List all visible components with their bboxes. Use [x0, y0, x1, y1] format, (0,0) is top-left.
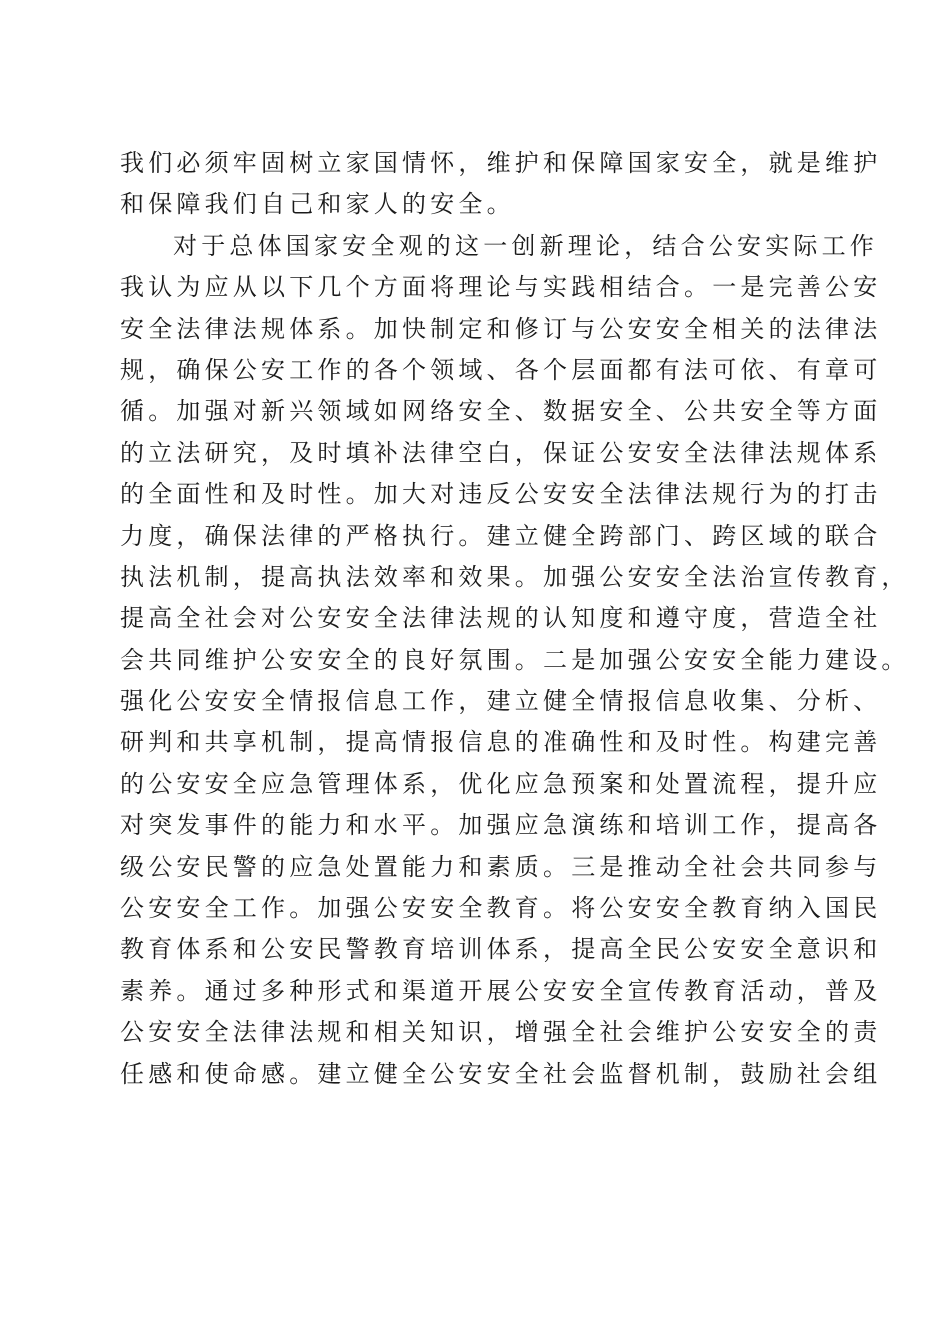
text-line: 循。加强对新兴领域如网络安全、数据安全、公共安全等方面	[120, 397, 882, 426]
text-line: 教育体系和公安民警教育培训体系，提高全民公安安全意识和	[120, 935, 882, 964]
text-line: 我们必须牢固树立家国情怀，维护和保障国家安全，就是维护	[120, 149, 882, 177]
text-line: 我认为应从以下几个方面将理论与实践相结合。一是完善公安	[120, 273, 882, 302]
text-line: 提高全社会对公安安全法律法规的认知度和遵守度，营造全社	[120, 604, 882, 633]
text-line: 公安安全工作。加强公安安全教育。将公安安全教育纳入国民	[120, 894, 882, 923]
text-line: 素养。通过多种形式和渠道开展公安安全宣传教育活动，普及	[120, 976, 882, 1005]
text-line: 任感和使命感。建立健全公安安全社会监督机制，鼓励社会组	[120, 1059, 882, 1088]
text-line: 安全法律法规体系。加快制定和修订与公安安全相关的法律法	[120, 314, 882, 343]
text-line: 执法机制，提高执法效率和效果。加强公安安全法治宣传教育，	[120, 562, 910, 591]
text-line: 会共同维护公安安全的良好氛围。二是加强公安安全能力建设。	[120, 645, 910, 674]
text-line: 公安安全法律法规和相关知识，增强全社会维护公安安全的责	[120, 1018, 882, 1047]
text-line: 和保障我们自己和家人的安全。	[120, 190, 515, 219]
text-line: 规，确保公安工作的各个领域、各个层面都有法可依、有章可	[120, 355, 882, 384]
text-line: 的全面性和及时性。加大对违反公安安全法律法规行为的打击	[120, 480, 882, 509]
body-text	[120, 143, 910, 1095]
text-line: 强化公安安全情报信息工作，建立健全情报信息收集、分析、	[120, 687, 882, 716]
text-line: 研判和共享机制，提高情报信息的准确性和及时性。构建完善	[120, 728, 882, 757]
text-line: 对突发事件的能力和水平。加强应急演练和培训工作，提高各	[120, 811, 882, 840]
text-line: 级公安民警的应急处置能力和素质。三是推动全社会共同参与	[120, 852, 882, 881]
text-line: 的立法研究，及时填补法律空白，保证公安安全法律法规体系	[120, 438, 882, 467]
paragraph-first-line: 对于总体国家安全观的这一创新理论，结合公安实际工作	[173, 231, 878, 260]
text-line: 的公安安全应急管理体系，优化应急预案和处置流程，提升应	[120, 769, 882, 798]
text-line: 力度，确保法律的严格执行。建立健全跨部门、跨区域的联合	[120, 521, 882, 550]
